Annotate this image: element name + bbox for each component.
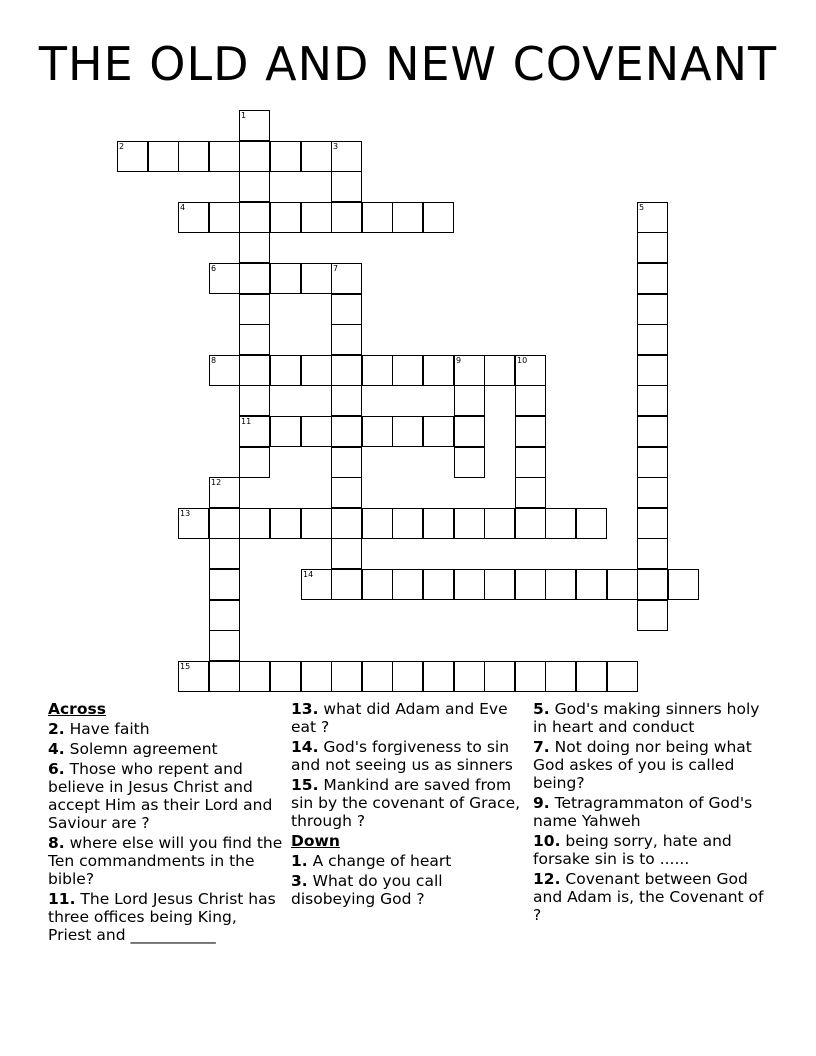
grid-cell[interactable]	[239, 294, 270, 325]
clue-down-5: 5. God's making sinners holy in heart and conduct	[533, 700, 760, 736]
grid-cell[interactable]	[331, 569, 362, 600]
grid-cell[interactable]	[515, 385, 546, 416]
grid-cell[interactable]	[515, 447, 546, 478]
grid-cell[interactable]	[362, 661, 393, 692]
grid-cell[interactable]	[270, 202, 301, 233]
grid-cell[interactable]	[209, 202, 240, 233]
grid-cell[interactable]	[392, 661, 423, 692]
grid-cell[interactable]	[454, 447, 485, 478]
grid-cell[interactable]	[209, 141, 240, 172]
clues-column-2	[291, 700, 525, 910]
cell-number: 9	[456, 356, 462, 365]
grid-cell[interactable]	[148, 141, 179, 172]
grid-cell[interactable]	[239, 171, 270, 202]
grid-cell[interactable]	[637, 294, 668, 325]
grid-cell[interactable]	[637, 569, 668, 600]
grid-cell[interactable]	[392, 569, 423, 600]
grid-cell[interactable]	[209, 508, 240, 539]
grid-cell[interactable]	[637, 263, 668, 294]
grid-cell[interactable]	[454, 508, 485, 539]
grid-cell[interactable]	[484, 355, 515, 386]
grid-cell[interactable]	[362, 202, 393, 233]
grid-cell[interactable]	[607, 569, 638, 600]
grid-cell[interactable]	[178, 141, 209, 172]
grid-cell[interactable]	[637, 538, 668, 569]
cell-number: 5	[639, 203, 645, 212]
grid-cell[interactable]	[239, 508, 270, 539]
grid-cell[interactable]	[637, 355, 668, 386]
grid-cell[interactable]	[331, 416, 362, 447]
cell-number: 15	[180, 662, 191, 671]
grid-cell[interactable]	[209, 630, 240, 661]
cell-number: 8	[211, 356, 217, 365]
grid-cell[interactable]	[392, 508, 423, 539]
grid-cell[interactable]	[239, 355, 270, 386]
clue-across-8: 8. where else will you find the Ten commandments in the bible?	[48, 834, 283, 888]
grid-cell[interactable]	[362, 569, 393, 600]
grid-cell[interactable]	[239, 141, 270, 172]
grid-cell[interactable]	[637, 447, 668, 478]
grid-cell[interactable]	[392, 202, 423, 233]
grid-cell[interactable]	[270, 355, 301, 386]
grid-cell[interactable]	[576, 569, 607, 600]
grid-cell[interactable]	[331, 202, 362, 233]
clue-across-4: 4. Solemn agreement	[48, 740, 218, 758]
grid-cell[interactable]	[484, 508, 515, 539]
cell-number: 3	[333, 142, 339, 151]
grid-cell[interactable]	[515, 416, 546, 447]
down-heading: Down	[291, 832, 340, 850]
grid-cell[interactable]	[515, 661, 546, 692]
grid-cell[interactable]	[637, 600, 668, 631]
grid-cell[interactable]	[209, 538, 240, 569]
clue-across-2: 2. Have faith	[48, 720, 150, 738]
grid-cell[interactable]	[301, 355, 332, 386]
grid-cell[interactable]	[454, 661, 485, 692]
grid-cell[interactable]	[301, 416, 332, 447]
grid-cell[interactable]	[545, 508, 576, 539]
grid-cell[interactable]	[362, 416, 393, 447]
grid-cell[interactable]	[239, 263, 270, 294]
grid-cell[interactable]	[637, 416, 668, 447]
grid-cell[interactable]	[515, 569, 546, 600]
clue-across-13: 13. what did Adam and Eve eat ?	[291, 700, 508, 736]
grid-cell[interactable]	[301, 508, 332, 539]
cell-number: 2	[119, 142, 125, 151]
grid-cell[interactable]	[209, 569, 240, 600]
grid-cell[interactable]	[454, 416, 485, 447]
grid-cell[interactable]	[301, 661, 332, 692]
grid-cell[interactable]	[423, 355, 454, 386]
grid-cell[interactable]	[423, 202, 454, 233]
grid-cell[interactable]	[331, 447, 362, 478]
grid-cell[interactable]	[209, 661, 240, 692]
grid-cell[interactable]	[515, 508, 546, 539]
grid-cell[interactable]	[637, 324, 668, 355]
grid-cell[interactable]	[484, 569, 515, 600]
grid-cell[interactable]	[423, 661, 454, 692]
grid-cell[interactable]	[392, 416, 423, 447]
cell-number: 13	[180, 509, 191, 518]
grid-cell[interactable]	[209, 600, 240, 631]
grid-cell[interactable]	[515, 477, 546, 508]
grid-cell[interactable]	[392, 355, 423, 386]
clue-down-1: 1. A change of heart	[291, 852, 452, 870]
grid-cell[interactable]	[423, 569, 454, 600]
grid-cell[interactable]	[331, 324, 362, 355]
cell-number: 14	[303, 570, 314, 579]
clue-across-15: 15. Mankind are saved from sin by the covenant of Grace, through ?	[291, 776, 521, 830]
clue-down-9: 9. Tetragrammaton of God's name Yahweh	[533, 794, 753, 830]
clue-down-12: 12. Covenant between God and Adam is, the Covenant of ?	[533, 870, 764, 924]
grid-cell[interactable]	[637, 385, 668, 416]
cell-number: 6	[211, 264, 217, 273]
clue-across-11: 11. The Lord Jesus Christ has three offices being King, Priest and ___________	[48, 890, 276, 944]
across-heading: Across	[48, 700, 106, 718]
grid-cell[interactable]	[239, 324, 270, 355]
cell-number: 4	[180, 203, 186, 212]
grid-cell[interactable]	[239, 385, 270, 416]
grid-cell[interactable]	[270, 416, 301, 447]
clues-column-3	[533, 700, 773, 926]
grid-cell[interactable]	[423, 508, 454, 539]
grid-cell[interactable]	[637, 508, 668, 539]
clue-down-10: 10. being sorry, hate and forsake sin is to ......	[533, 832, 732, 868]
grid-cell[interactable]	[362, 508, 393, 539]
clue-across-14: 14. God's forgiveness to sin and not seeing us as sinners	[291, 738, 513, 774]
cell-number: 12	[211, 478, 222, 487]
grid-cell[interactable]	[331, 171, 362, 202]
cell-number: 1	[241, 111, 247, 120]
grid-cell[interactable]	[239, 202, 270, 233]
grid-cell[interactable]	[331, 538, 362, 569]
cell-number: 10	[517, 356, 528, 365]
grid-cell[interactable]	[331, 661, 362, 692]
grid-cell[interactable]	[331, 294, 362, 325]
grid-cell[interactable]	[331, 385, 362, 416]
cell-number: 7	[333, 264, 339, 273]
puzzle-title: THE OLD AND NEW COVENANT	[38, 37, 778, 91]
grid-cell[interactable]	[270, 508, 301, 539]
grid-cell[interactable]	[423, 416, 454, 447]
grid-cell[interactable]	[239, 232, 270, 263]
grid-cell[interactable]	[545, 569, 576, 600]
grid-cell[interactable]	[331, 477, 362, 508]
clue-down-7: 7. Not doing nor being what God askes of you is called being?	[533, 738, 752, 792]
grid-cell[interactable]	[576, 508, 607, 539]
grid-cell[interactable]	[454, 569, 485, 600]
grid-cell[interactable]	[239, 447, 270, 478]
grid-cell[interactable]	[239, 661, 270, 692]
grid-cell[interactable]	[301, 141, 332, 172]
cell-number: 11	[241, 417, 252, 426]
clue-down-3: 3. What do you call disobeying God ?	[291, 872, 443, 908]
grid-cell[interactable]	[637, 232, 668, 263]
grid-cell[interactable]	[607, 661, 638, 692]
grid-cell[interactable]	[668, 569, 699, 600]
grid-cell[interactable]	[576, 661, 607, 692]
grid-cell[interactable]	[484, 661, 515, 692]
grid-cell[interactable]	[331, 508, 362, 539]
clues-column-1	[48, 700, 284, 946]
grid-cell[interactable]	[270, 661, 301, 692]
grid-cell[interactable]	[301, 263, 332, 294]
grid-cell[interactable]	[362, 355, 393, 386]
clue-across-6: 6. Those who repent and believe in Jesus Christ and accept Him as their Lord and Saviour are ?	[48, 760, 273, 832]
grid-cell[interactable]	[270, 263, 301, 294]
grid-cell[interactable]	[331, 355, 362, 386]
grid-cell[interactable]	[637, 477, 668, 508]
grid-cell[interactable]	[545, 661, 576, 692]
grid-cell[interactable]	[270, 141, 301, 172]
grid-cell[interactable]	[454, 385, 485, 416]
grid-cell[interactable]	[301, 202, 332, 233]
